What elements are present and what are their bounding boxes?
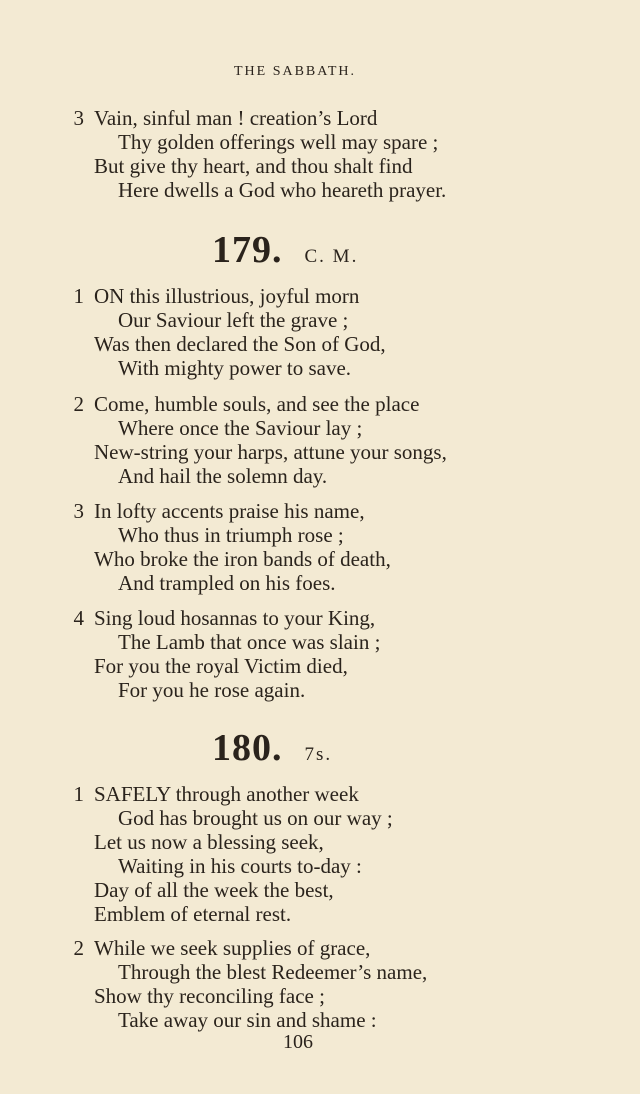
verse-line: Day of all the week the best,: [94, 878, 334, 902]
verse-line: Come, humble souls, and see the place: [94, 392, 420, 416]
verse-line: The Lamb that once was slain ;: [118, 630, 381, 654]
stanza: [0, 936, 640, 1032]
verse-line: Show thy reconciling face ;: [94, 984, 325, 1008]
hymn-meter: 7s.: [304, 744, 333, 765]
verse-line: Who broke the iron bands of death,: [94, 547, 391, 571]
verse-line: For you the royal Victim died,: [94, 654, 348, 678]
verse-line: Was then declared the Son of God,: [94, 332, 386, 356]
verse-line: And trampled on his foes.: [118, 571, 336, 595]
verse-line: Where once the Saviour lay ;: [118, 416, 363, 440]
stanza-number: 3: [73, 499, 84, 523]
hymn-meter: C. M.: [304, 246, 359, 267]
verse-line: Emblem of eternal rest.: [94, 902, 292, 926]
verse-line: In lofty accents praise his name,: [94, 499, 365, 523]
verse-line: With mighty power to save.: [118, 356, 352, 380]
verse-line: While we seek supplies of grace,: [94, 936, 371, 960]
hymn-heading: [212, 228, 358, 272]
verse-line: Vain, sinful man ! creation’s Lord: [94, 106, 378, 130]
hymn-number: 180.: [212, 727, 283, 769]
verse-line: Thy golden offerings well may spare ;: [118, 130, 439, 154]
verse-line: SAFELY through another week: [94, 782, 359, 806]
stanza: [0, 499, 640, 595]
verse-line: Take away our sin and shame :: [118, 1008, 377, 1032]
verse-line: Our Saviour left the grave ;: [118, 308, 349, 332]
hymn-number: 179.: [212, 229, 283, 271]
verse-line: New-string your harps, attune your songs,: [94, 440, 447, 464]
stanza: [0, 392, 640, 488]
stanza-number: 2: [73, 392, 84, 416]
running-head: THE SABBATH.: [233, 64, 356, 79]
hymn-heading: [212, 726, 332, 770]
stanza: [0, 284, 640, 380]
verse-line: Here dwells a God who heareth prayer.: [118, 178, 447, 202]
stanza-number: 3: [73, 106, 84, 130]
verse-line: Who thus in triumph rose ;: [118, 523, 344, 547]
verse-line: Let us now a blessing seek,: [94, 830, 324, 854]
verse-line: Sing loud hosannas to your King,: [94, 606, 376, 630]
carryover-stanza: [0, 106, 640, 202]
stanza-number: 1: [73, 782, 84, 806]
verse-line: And hail the solemn day.: [118, 464, 328, 488]
page-number: 106: [283, 1031, 313, 1053]
verse-line: Through the blest Redeemer’s name,: [118, 960, 428, 984]
stanza: [0, 606, 640, 702]
stanza: [0, 782, 640, 926]
verse-line: ON this illustrious, joyful morn: [94, 284, 360, 308]
stanza-number: 1: [73, 284, 84, 308]
verse-line: For you he rose again.: [118, 678, 306, 702]
verse-line: God has brought us on our way ;: [118, 806, 393, 830]
verse-line: Waiting in his courts to-day :: [118, 854, 362, 878]
verse-line: But give thy heart, and thou shalt find: [94, 154, 413, 178]
stanza-number: 4: [73, 606, 84, 630]
stanza-number: 2: [73, 936, 84, 960]
